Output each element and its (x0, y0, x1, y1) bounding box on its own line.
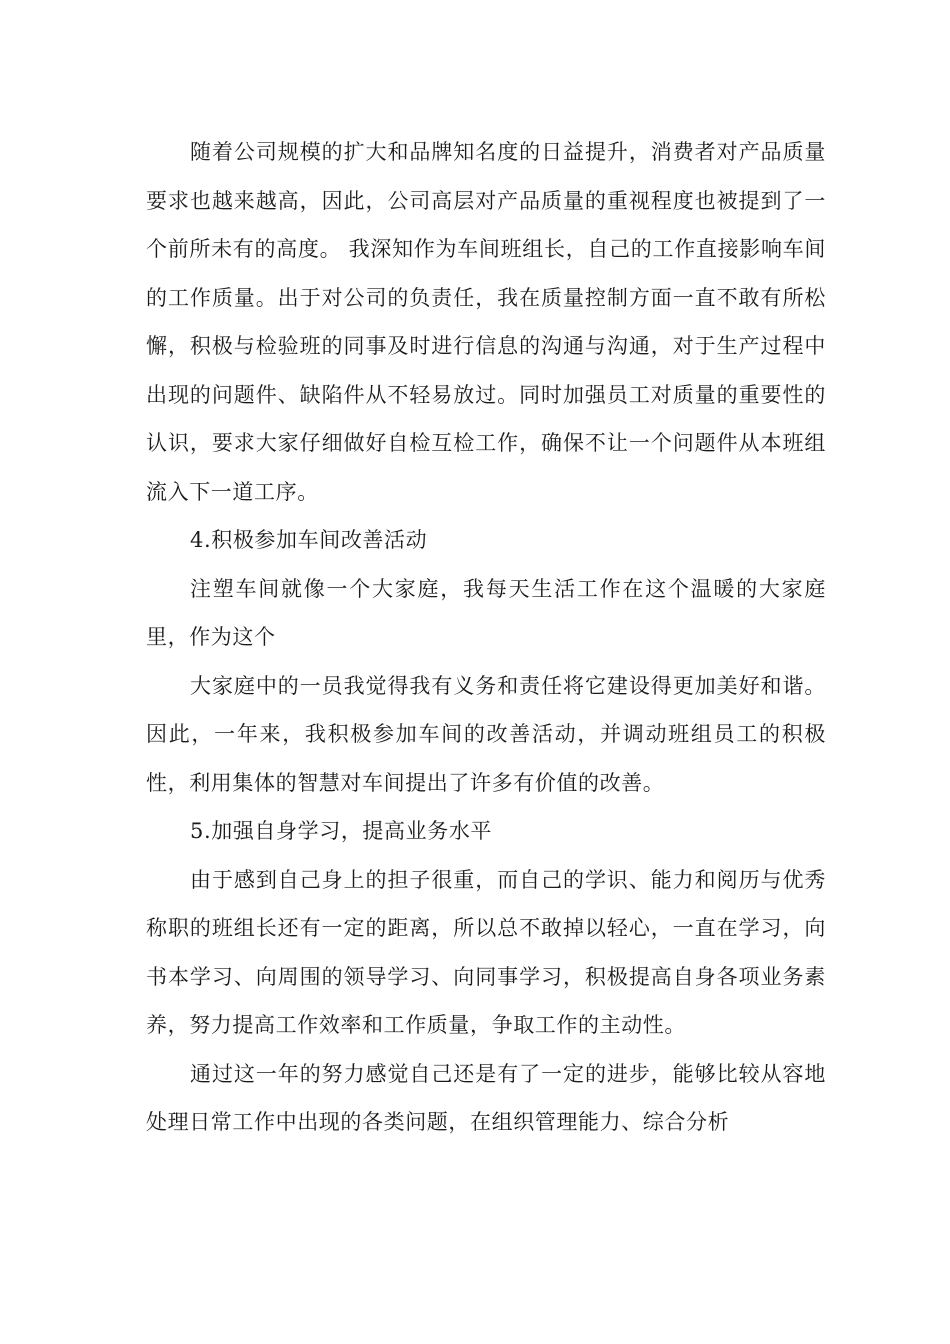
section-heading-self-study: 5.加强自身学习，提高业务水平 (190, 819, 493, 843)
paragraph-workshop-family: 注塑车间就像一个大家庭，我每天生活工作在这个温暖的大家庭里，作为这个 (146, 576, 826, 649)
paragraph-learning: 由于感到自己身上的担子很重，而自己的学识、能力和阅历与优秀称职的班组长还有一定的距离，所以总不敢掉以轻心，一直在学习，向书本学习、向周围的领导学习、向同事学习，积极提高自身各项业务素养，努力提高工作效率和工作质量，争取工作的主动性。 (146, 867, 826, 1037)
section-heading-improvement-activities: 4.积极参加车间改善活动 (190, 528, 428, 552)
paragraph-progress: 通过这一年的努力感觉自己还是有了一定的进步，能够比较从容地处理日常工作中出现的各类问题，在组织管理能力、综合分析 (146, 1061, 826, 1134)
document-body (146, 128, 826, 1147)
paragraph-improvement-participation: 大家庭中的一员我觉得我有义务和责任将它建设得更加美好和谐。因此，一年来，我积极参加车间的改善活动，并调动班组员工的积极性，利用集体的智慧对车间提出了许多有价值的改善。 (146, 673, 826, 795)
paragraph-quality-control: 随着公司规模的扩大和品牌知名度的日益提升，消费者对产品质量要求也越来越高，因此，公司高层对产品质量的重视程度也被提到了一个前所未有的高度。 我深知作为车间班组长，自己的工作直接影响车间的工作质量。出于对公司的负责任，我在质量控制方面一直不敢有所松懈，积极与检验班的同事及时进行信息的沟通与沟通，对于生产过程中出现的问题件、缺陷件从不轻易放过。同时加强员工对质量的重要性的认识，要求大家仔细做好自检互检工作，确保不让一个问题件从本班组流入下一道工序。 (146, 140, 826, 504)
